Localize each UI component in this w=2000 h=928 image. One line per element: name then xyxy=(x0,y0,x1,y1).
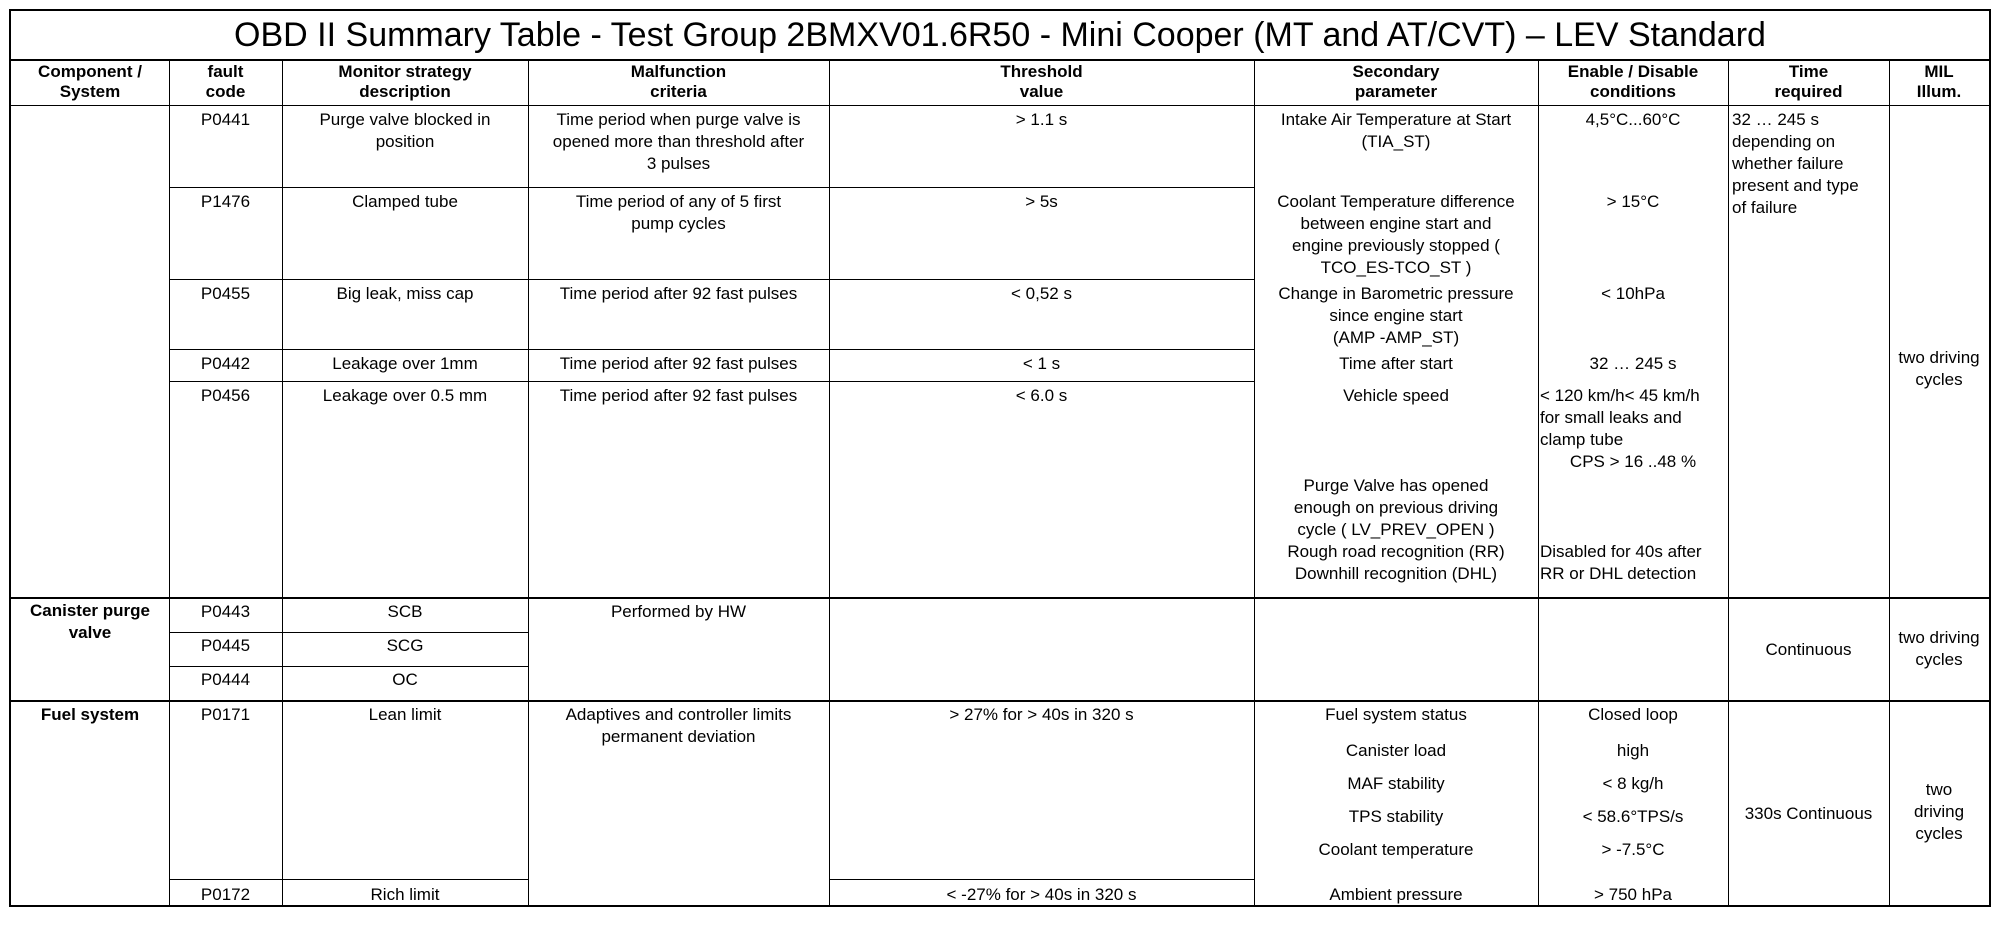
threshold-value: < 6.0 s xyxy=(1015,386,1068,405)
header-malfunction: Malfunction criteria xyxy=(630,62,727,101)
header-component: Component / System xyxy=(38,62,142,101)
enable-condition: < 8 kg/h xyxy=(1602,774,1664,793)
component-name: Canister purge valve xyxy=(30,601,150,642)
row-divider xyxy=(169,879,529,880)
threshold-value: < -27% for > 40s in 320 s xyxy=(946,885,1137,904)
enable-condition: < 120 km/h< 45 km/h for small leaks and clamp tube xyxy=(1540,386,1700,449)
fault-code: P0445 xyxy=(200,636,251,655)
malfunction-criteria: Time period after 92 fast pulses xyxy=(559,386,798,405)
section-divider xyxy=(11,700,1989,702)
secondary-parameter: Canister load xyxy=(1345,741,1447,760)
malfunction-criteria: Time period after 92 fast pulses xyxy=(559,284,798,303)
threshold-value: > 1.1 s xyxy=(1015,110,1068,129)
row-divider xyxy=(169,666,529,667)
row-divider xyxy=(829,879,1254,880)
time-required: Continuous xyxy=(1765,640,1852,659)
monitor-description: Leakage over 1mm xyxy=(332,354,478,373)
fault-code: P0456 xyxy=(200,386,251,405)
monitor-description: OC xyxy=(392,670,418,689)
fault-code: P0172 xyxy=(200,885,251,904)
threshold-value: > 27% for > 40s in 320 s xyxy=(949,705,1134,724)
enable-condition: < 58.6°TPS/s xyxy=(1582,807,1684,826)
enable-condition: 32 … 245 s xyxy=(1589,354,1677,373)
malfunction-criteria: Time period when purge valve is opened more than threshold after 3 pulses xyxy=(552,110,805,173)
time-required: 330s Continuous xyxy=(1744,804,1873,823)
monitor-description: Big leak, miss cap xyxy=(336,284,474,303)
secondary-parameter: Intake Air Temperature at Start (TIA_ST) xyxy=(1280,110,1512,151)
monitor-description: Rich limit xyxy=(370,885,440,904)
header-mil: MIL Illum. xyxy=(1916,62,1962,101)
secondary-parameter: Ambient pressure xyxy=(1329,885,1463,904)
secondary-parameter: TPS stability xyxy=(1348,807,1444,826)
component-name: Fuel system xyxy=(40,705,140,724)
enable-condition: CPS > 16 ..48 % xyxy=(1569,452,1697,471)
obd-summary-page xyxy=(9,9,1991,907)
secondary-parameter: Fuel system status xyxy=(1325,705,1467,724)
malfunction-criteria: Performed by HW xyxy=(610,602,747,621)
header-fault-code: fault code xyxy=(205,62,246,101)
row-divider xyxy=(11,105,1989,106)
secondary-parameter: Vehicle speed xyxy=(1343,386,1449,405)
row-divider xyxy=(169,381,1254,382)
enable-condition: high xyxy=(1616,741,1650,760)
fault-code: P0171 xyxy=(200,705,251,724)
mil-illumination: two driving cycles xyxy=(1898,348,1980,389)
row-divider xyxy=(169,632,529,633)
fault-code: P0441 xyxy=(200,110,251,129)
row-divider xyxy=(169,279,1254,280)
secondary-parameter: Coolant temperature xyxy=(1318,840,1474,859)
threshold-value: < 1 s xyxy=(1022,354,1061,373)
fault-code: P0444 xyxy=(200,670,251,689)
col-divider xyxy=(1728,61,1729,905)
monitor-description: Lean limit xyxy=(368,705,442,724)
row-divider xyxy=(169,349,1254,350)
enable-condition: > 750 hPa xyxy=(1594,885,1672,904)
section-divider xyxy=(11,597,1989,599)
malfunction-criteria: Time period of any of 5 first pump cycles xyxy=(575,192,782,233)
threshold-value: > 5s xyxy=(1025,192,1058,211)
header-threshold: Threshold value xyxy=(1000,62,1083,101)
obd-summary-table xyxy=(11,61,1989,905)
fault-code: P0455 xyxy=(200,284,251,303)
secondary-parameter: Change in Barometric pressure since engine start (AMP -AMP_ST) xyxy=(1278,284,1514,347)
secondary-parameter: MAF stability xyxy=(1347,774,1445,793)
enable-condition: 4,5°C...60°C xyxy=(1585,110,1681,129)
time-required: 32 … 245 s depending on whether failure present and type of failure xyxy=(1732,110,1859,217)
fault-code: P0443 xyxy=(200,602,251,621)
fault-code: P0442 xyxy=(200,354,251,373)
header-monitor: Monitor strategy description xyxy=(338,62,472,101)
header-enable: Enable / Disable conditions xyxy=(1567,62,1699,101)
malfunction-criteria: Adaptives and controller limits permanent deviation xyxy=(565,705,792,746)
enable-condition: Closed loop xyxy=(1588,705,1678,724)
secondary-parameter: Coolant Temperature difference between engine start and engine previously stopped ( TCO_ES-TCO_ST ) xyxy=(1277,192,1515,277)
enable-condition: Disabled for 40s after RR or DHL detection xyxy=(1540,542,1702,583)
mil-illumination: two driving cycles xyxy=(1898,628,1980,669)
monitor-description: Purge valve blocked in position xyxy=(319,110,491,151)
header-secondary: Secondary parameter xyxy=(1352,62,1440,101)
secondary-parameter: Rough road recognition (RR) Downhill recognition (DHL) xyxy=(1287,542,1505,583)
enable-condition: < 10hPa xyxy=(1601,284,1665,303)
monitor-description: Leakage over 0.5 mm xyxy=(322,386,488,405)
malfunction-criteria: Time period after 92 fast pulses xyxy=(559,354,798,373)
secondary-parameter: Time after start xyxy=(1339,354,1453,373)
fault-code: P1476 xyxy=(200,192,251,211)
enable-condition: > -7.5°C xyxy=(1601,840,1665,859)
row-divider xyxy=(169,187,1254,188)
page-title: OBD II Summary Table - Test Group 2BMXV01.6R50 - Mini Cooper (MT and AT/CVT) – LEV Standard xyxy=(11,11,1989,61)
threshold-value: < 0,52 s xyxy=(1011,284,1072,303)
header-time: Time required xyxy=(1774,62,1843,101)
secondary-parameter: Purge Valve has opened enough on previous driving cycle ( LV_PREV_OPEN ) xyxy=(1293,476,1499,539)
enable-condition: > 15°C xyxy=(1606,192,1660,211)
mil-illumination: two driving cycles xyxy=(1913,780,1965,843)
monitor-description: SCG xyxy=(386,636,424,655)
monitor-description: Clamped tube xyxy=(352,192,458,211)
monitor-description: SCB xyxy=(387,602,423,621)
